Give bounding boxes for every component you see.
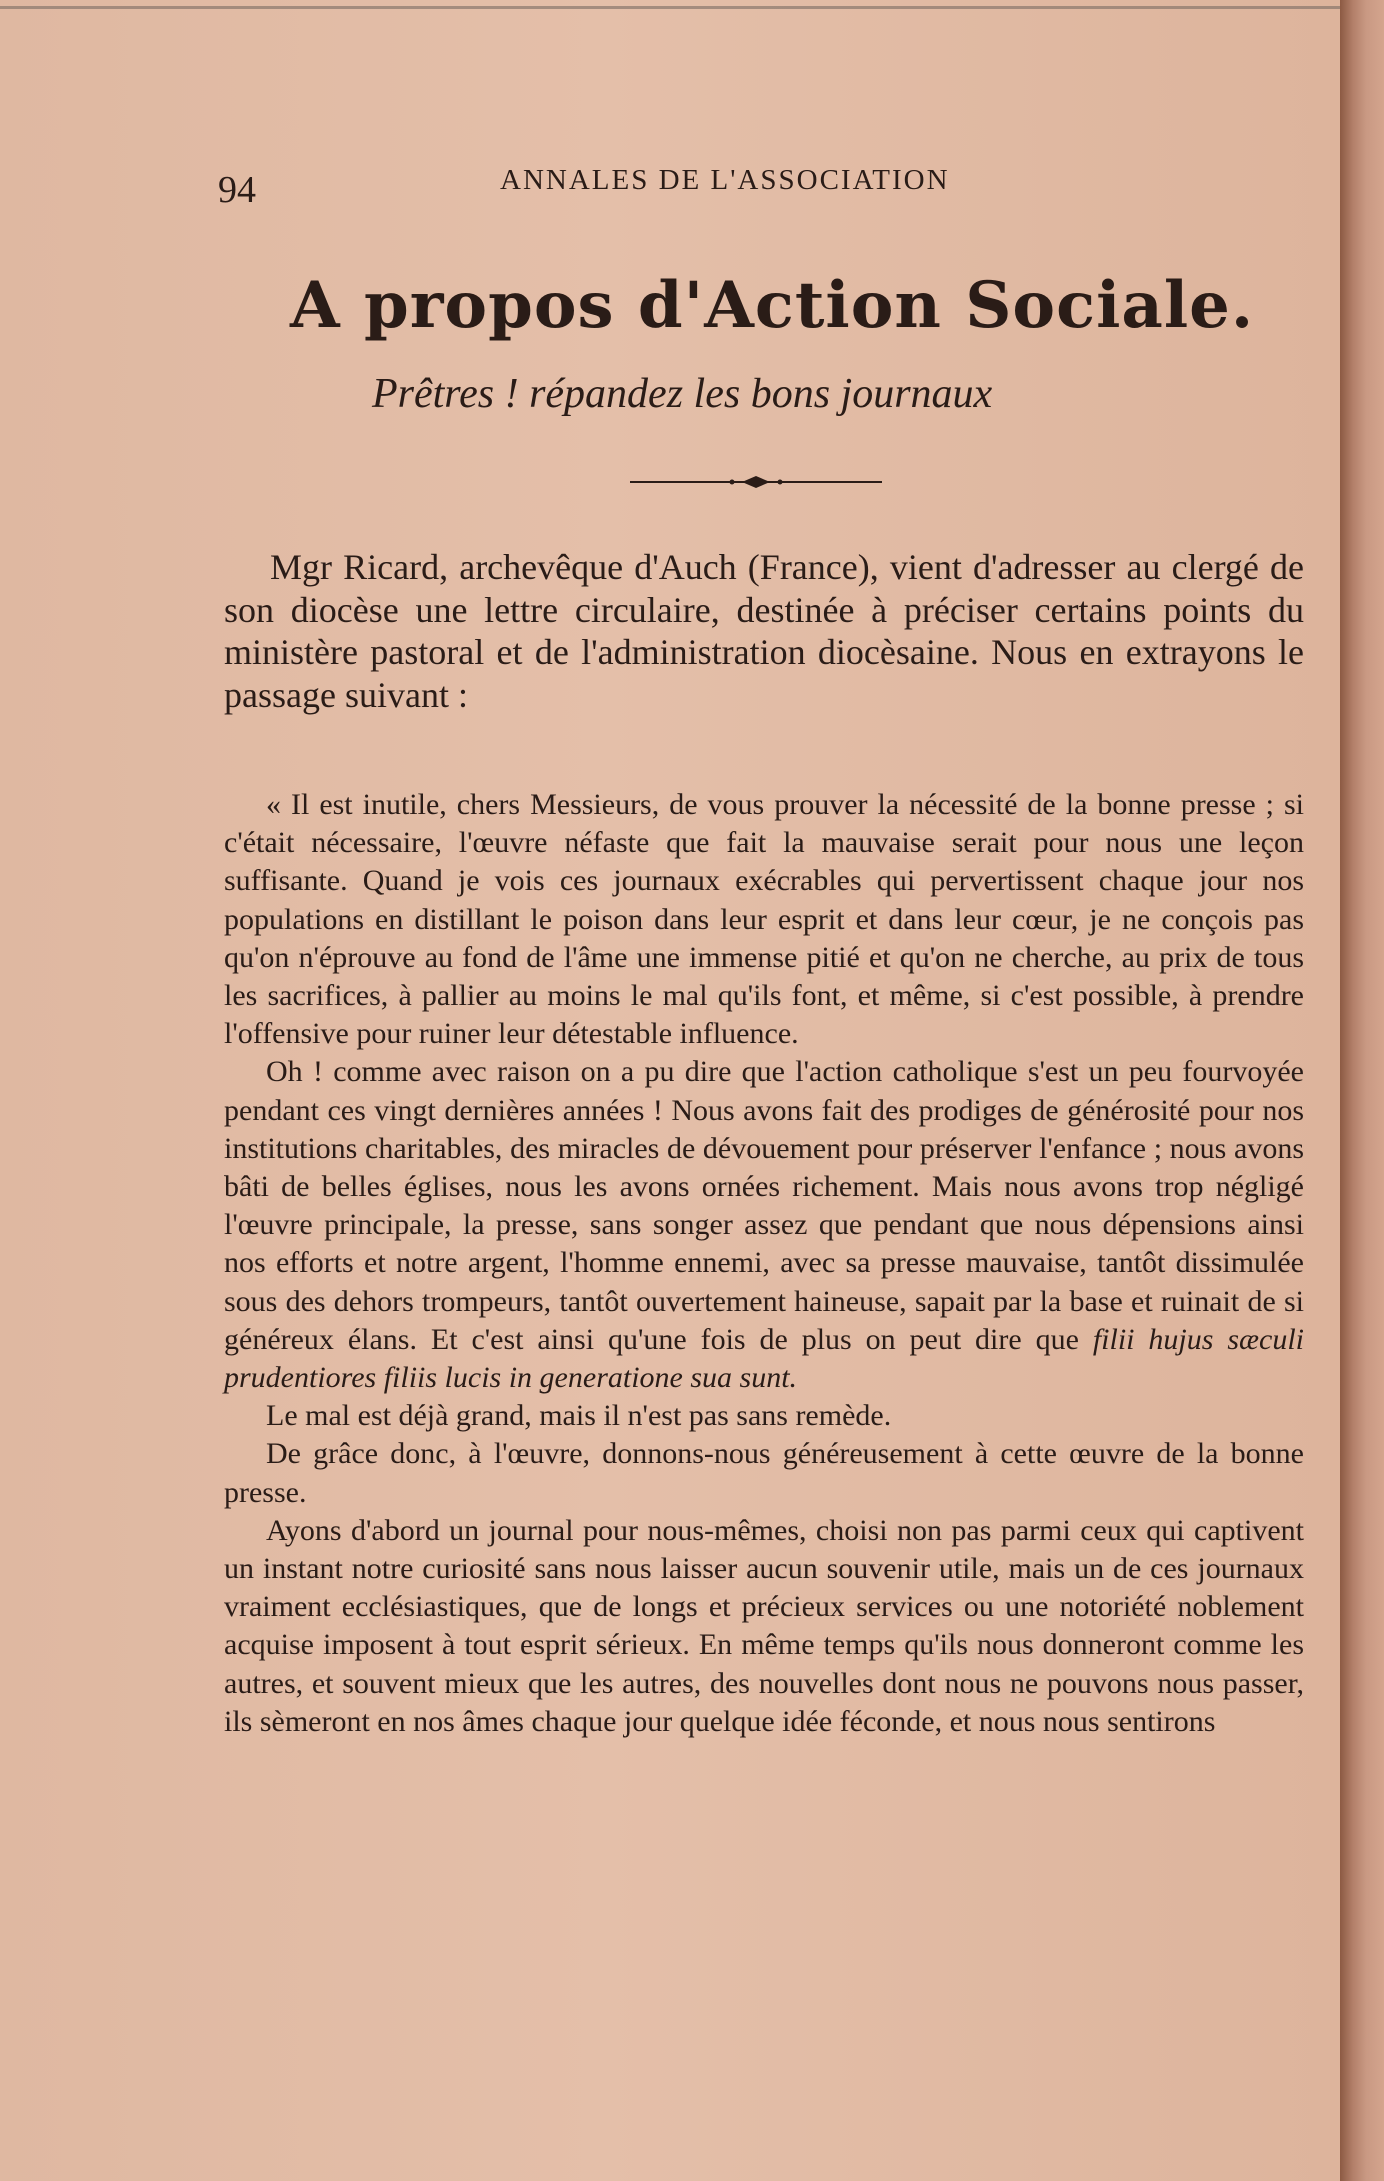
article-subtitle: Prêtres ! répandez les bons journaux (372, 371, 993, 417)
page-edge (1340, 0, 1384, 2181)
page-number: 94 (218, 169, 256, 211)
page-header (0, 160, 1340, 210)
running-head: ANNALES DE L'ASSOCIATION (500, 164, 950, 196)
ornament-divider (630, 474, 882, 490)
quote-paragraph-5: Ayons d'abord un journal pour nous-mêmes, choisi non pas parmi ceux qui captivent un instant notre curiosité sans nous laisser aucun souvenir utile, mais un de ces journaux vraiment ecclésiastiques, que de longs et précieux services ou une notoriété noblement acquise imposent à tout esprit sérieux. En même temps qu'ils nous donneront comme les autres, et souvent mieux que les autres, des nouvelles dont nous ne pouvons nous passer, ils sèmeront en nos âmes chaque jour quelque idée féconde, et nous nous sentirons (224, 1513, 1304, 1738)
intro-text: Mgr Ricard, archevêque d'Auch (France), vient d'adresser au clergé de son diocèse une lettre circulaire, destinée à préciser certains points du ministère pastoral et de l'administration diocèsaine. Nous en extrayons le passage suivant : (224, 547, 1304, 715)
quoted-letter (224, 786, 1304, 1741)
quote-paragraph-2 (224, 1053, 1304, 1397)
intro-paragraph (224, 546, 1304, 716)
quote-paragraph-2-text: Oh ! comme avec raison on a pu dire que l'action catholique s'est un peu fourvoyée pendant ces vingt dernières années ! Nous avons fait des prodiges de générosité pour nos institutions charitables, des miracles de dévouement pour préserver l'enfance ; nous avons bâti de belles églises, nous les avons ornées richement. Mais nous avons trop négligé l'œuvre principale, la presse, sans songer assez que pendant que nous dépensions ainsi nos efforts et notre argent, l'homme ennemi, avec sa presse mauvaise, tantôt dissimulée sous des dehors trompeurs, tantôt ouvertement haineuse, sapait par la base et ruinait de si généreux élans. Et c'est ainsi qu'une fois de plus on peut dire que (224, 1055, 1304, 1356)
quote-paragraph-3: Le mal est déjà grand, mais il n'est pas sans remède. (266, 1399, 892, 1433)
quote-paragraph-1: « Il est inutile, chers Messieurs, de vous prouver la nécessité de la bonne presse ; si c'était nécessaire, l'œuvre néfaste que fait la mauvaise serait pour nous une leçon suffisante. Quand je vois ces journaux exécrables qui pervertissent chaque jour nos populations en distillant le poison dans leur esprit et dans leur cœur, je ne conçois pas qu'on n'éprouve au fond de l'âme une immense pitié et qu'on ne cherche, au prix de tous les sacrifices, à pallier au moins le mal qu'ils font, et même, si c'est possible, à prendre l'offensive pour ruiner leur détestable influence. (224, 788, 1304, 1051)
quote-paragraph-4: De grâce donc, à l'œuvre, donnons-nous généreusement à cette œuvre de la bonne presse. (224, 1437, 1304, 1509)
top-rule (0, 6, 1340, 9)
latin-quotation: filii hujus sæculi prudentiores filiis lucis in generatione sua sunt. (224, 1322, 1304, 1395)
article-title: A propos d'Action Sociale. (290, 268, 1255, 343)
